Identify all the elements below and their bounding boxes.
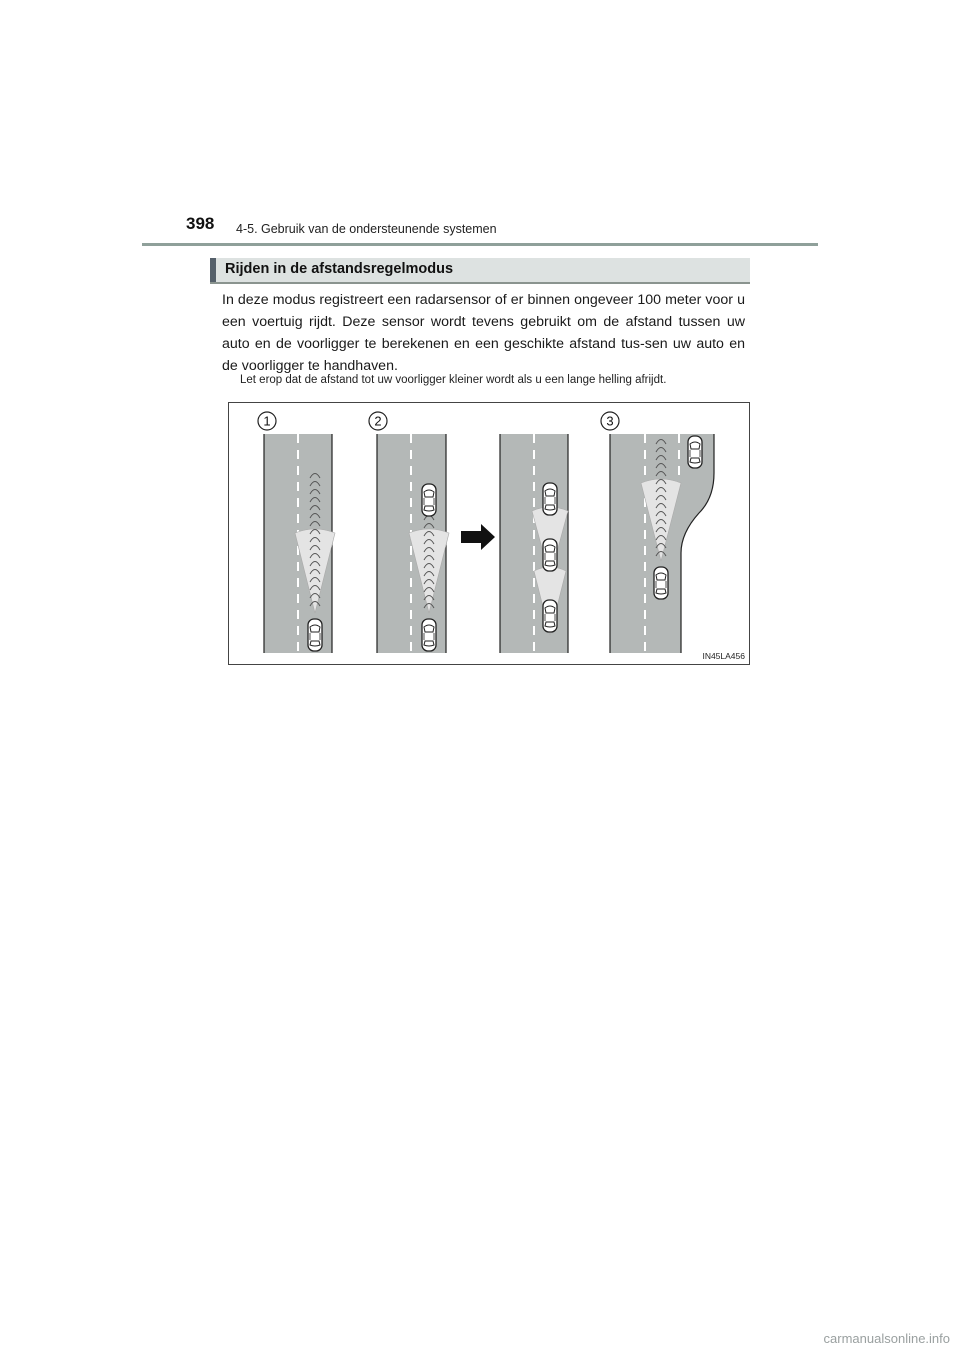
car-3-adjacent [688,436,702,468]
note-text: Let erop dat de afstand tot uw voorligger kleiner wordt als u een lange helling afrijdt. [240,374,667,386]
transition-arrow [461,524,495,550]
car-1 [308,619,322,651]
car-2b-middle [543,539,557,571]
radar-illustration [228,402,750,665]
label-2: 2 [374,413,382,429]
car-2-follow [422,619,436,651]
section-heading [210,258,750,282]
header-divider [142,243,818,246]
footer-watermark: carmanualsonline.info [823,1331,950,1346]
heading-divider [210,282,750,284]
car-2b-rear [543,600,557,632]
car-2-lead [422,484,436,516]
page-number: 398 [186,214,215,233]
car-3-own [654,567,668,599]
figure-code: IN45LA456 [702,651,745,661]
chapter-title: 4-5. Gebruik van de ondersteunende systemen [236,222,497,236]
label-3: 3 [606,413,614,429]
label-1: 1 [263,413,271,429]
body-paragraph: In deze modus registreert een radarsensor of er binnen ongeveer 100 meter voor u een voertuig rijdt. Deze sensor wordt tevens gebruikt om de afstand tussen uw auto en de voorligger te berekenen en een geschikte afstand tus-sen uw auto en de voorligger te handhaven. [222,292,745,374]
car-2b-lead [543,483,557,515]
section-heading-text: Rijden in de afstandsregelmodus [225,261,454,277]
